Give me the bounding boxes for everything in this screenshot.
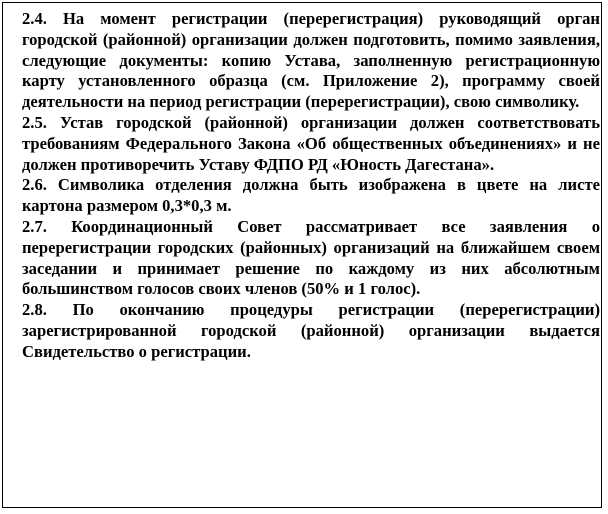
paragraph-2-7: 2.7. Координационный Совет рассматривает все заявления о перерегистрации городских (районных) организаций на ближайшем своем заседании и принимает решение по каждому из них абсолютным большинством голосов своих членов (50% и 1 голос). (22, 216, 600, 299)
paragraph-2-4: 2.4. На момент регистрации (перерегистрация) руководящий орган городской (районной) организации должен подготовить, помимо заявления, следующие документы: копию Устава, заполненную регистрационную карту установленного образца (см. Приложение 2), программу своей деятельности на период регистрации (перерегистрации), свою символику. (22, 9, 600, 112)
text-frame (2, 2, 602, 508)
paragraph-2-5: 2.5. Устав городской (районной) организации должен соответствовать требованиям Федерального Закона «Об общественных объединениях» и не должен противоречить Уставу ФДПО РД «Юность Дагестана». (22, 112, 600, 174)
document-body (22, 9, 600, 363)
paragraph-2-6: 2.6. Символика отделения должна быть изображена в цвете на листе картона размером 0,3*0,3 м. (22, 175, 600, 216)
paragraph-2-8: 2.8. По окончанию процедуры регистрации (перерегистрации) зарегистрированной городской (районной) организации выдается Свидетельство о регистрации. (22, 300, 600, 361)
